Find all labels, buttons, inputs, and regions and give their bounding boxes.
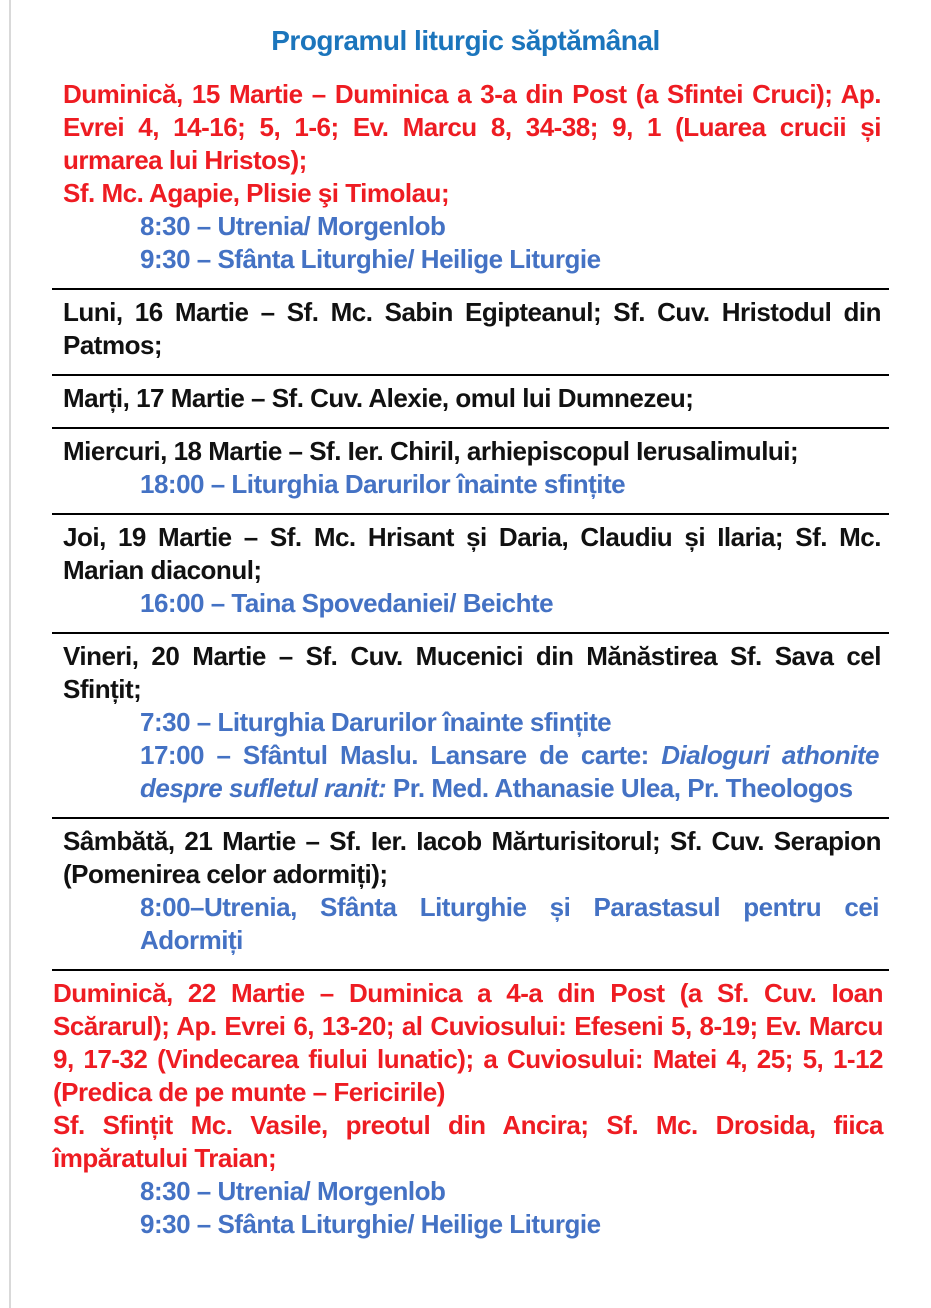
section-saturday-21-march (0, 825, 931, 957)
section-divider (52, 817, 889, 819)
section-divider (52, 427, 889, 429)
day-heading: Vineri, 20 Martie – Sf. Cuv. Mucenici din Mănăstirea Sf. Sava cel Sfințit; (63, 641, 881, 704)
day-heading: Duminică, 15 Martie – Duminica a 3-a din Post (a Sfintei Cruci); Ap. Evrei 4, 14-16; 5, 1-6; Ev. Marcu 8, 34-38; 9, 1 (Luarea crucii și urmarea lui Hristos); (63, 79, 881, 175)
section-divider (52, 288, 889, 290)
section-monday-16-march (0, 296, 931, 362)
schedule-item: 9:30 – Sfânta Liturghie/ Heilige Liturgie (140, 1209, 601, 1239)
saints-line: Sf. Mc. Agapie, Plisie şi Timolau; (63, 178, 450, 208)
section-divider (52, 632, 889, 634)
section-sunday-22-march (0, 977, 931, 1241)
section-divider (52, 969, 889, 971)
day-heading: Luni, 16 Martie – Sf. Mc. Sabin Egipteanul; Sf. Cuv. Hristodul din Patmos; (63, 297, 881, 360)
schedule-item: 16:00 – Taina Spovedaniei/ Beichte (140, 588, 554, 618)
schedule-item: 8:00–Utrenia, Sfânta Liturghie și Parastasul pentru cei Adormiți (140, 892, 879, 955)
page-left-edge (9, 0, 11, 1308)
day-heading: Miercuri, 18 Martie – Sf. Ier. Chiril, arhiepiscopul Ierusalimului; (63, 436, 799, 466)
saints-line: Sf. Sfințit Mc. Vasile, preotul din Ancira; Sf. Mc. Drosida, fiica împăratului Traian; (53, 1110, 883, 1173)
schedule-item: 9:30 – Sfânta Liturghie/ Heilige Liturgie (140, 244, 601, 274)
event-time-text: 17:00 – Sfântul Maslu. Lansare de carte: (140, 740, 662, 770)
book-title-italic: Dialoguri athonite despre sufletul ranit: (140, 740, 879, 803)
section-divider (52, 374, 889, 376)
schedule-item: 8:30 – Utrenia/ Morgenlob (140, 1176, 446, 1206)
page-title: Programul liturgic săptămânal (271, 25, 660, 56)
day-heading: Marți, 17 Martie – Sf. Cuv. Alexie, omul lui Dumnezeu; (63, 383, 694, 413)
section-friday-20-march (0, 640, 931, 805)
event-speakers-text: Pr. Med. Athanasie Ulea, Pr. Theologos (386, 773, 853, 803)
day-heading: Sâmbătă, 21 Martie – Sf. Ier. Iacob Mărturisitorul; Sf. Cuv. Serapion (Pomenirea celor adormiți); (63, 826, 881, 889)
schedule-item: 18:00 – Liturghia Darurilor înainte sfințite (140, 469, 626, 499)
section-tuesday-17-march (0, 382, 931, 415)
schedule-item-book-launch (140, 739, 879, 805)
day-heading: Joi, 19 Martie – Sf. Mc. Hrisant și Daria, Claudiu și Ilaria; Sf. Mc. Marian diaconul; (63, 522, 881, 585)
schedule-item: 8:30 – Utrenia/ Morgenlob (140, 211, 446, 241)
section-divider (52, 513, 889, 515)
day-heading: Duminică, 22 Martie – Duminica a 4-a din Post (a Sf. Cuv. Ioan Scărarul); Ap. Evrei 6, 13-20; al Cuviosului: Efeseni 5, 8-19; Ev. Marcu 9, 17-32 (Vindecarea fiului lunatic); a Cuviosului: Matei 4, 25; 5, 1-12 (Predica de pe munte – Fericirile) (53, 978, 883, 1107)
section-sunday-15-march (0, 78, 931, 276)
section-thursday-19-march (0, 521, 931, 620)
section-wednesday-18-march (0, 435, 931, 501)
schedule-item: 7:30 – Liturghia Darurilor înainte sfințite (140, 707, 612, 737)
